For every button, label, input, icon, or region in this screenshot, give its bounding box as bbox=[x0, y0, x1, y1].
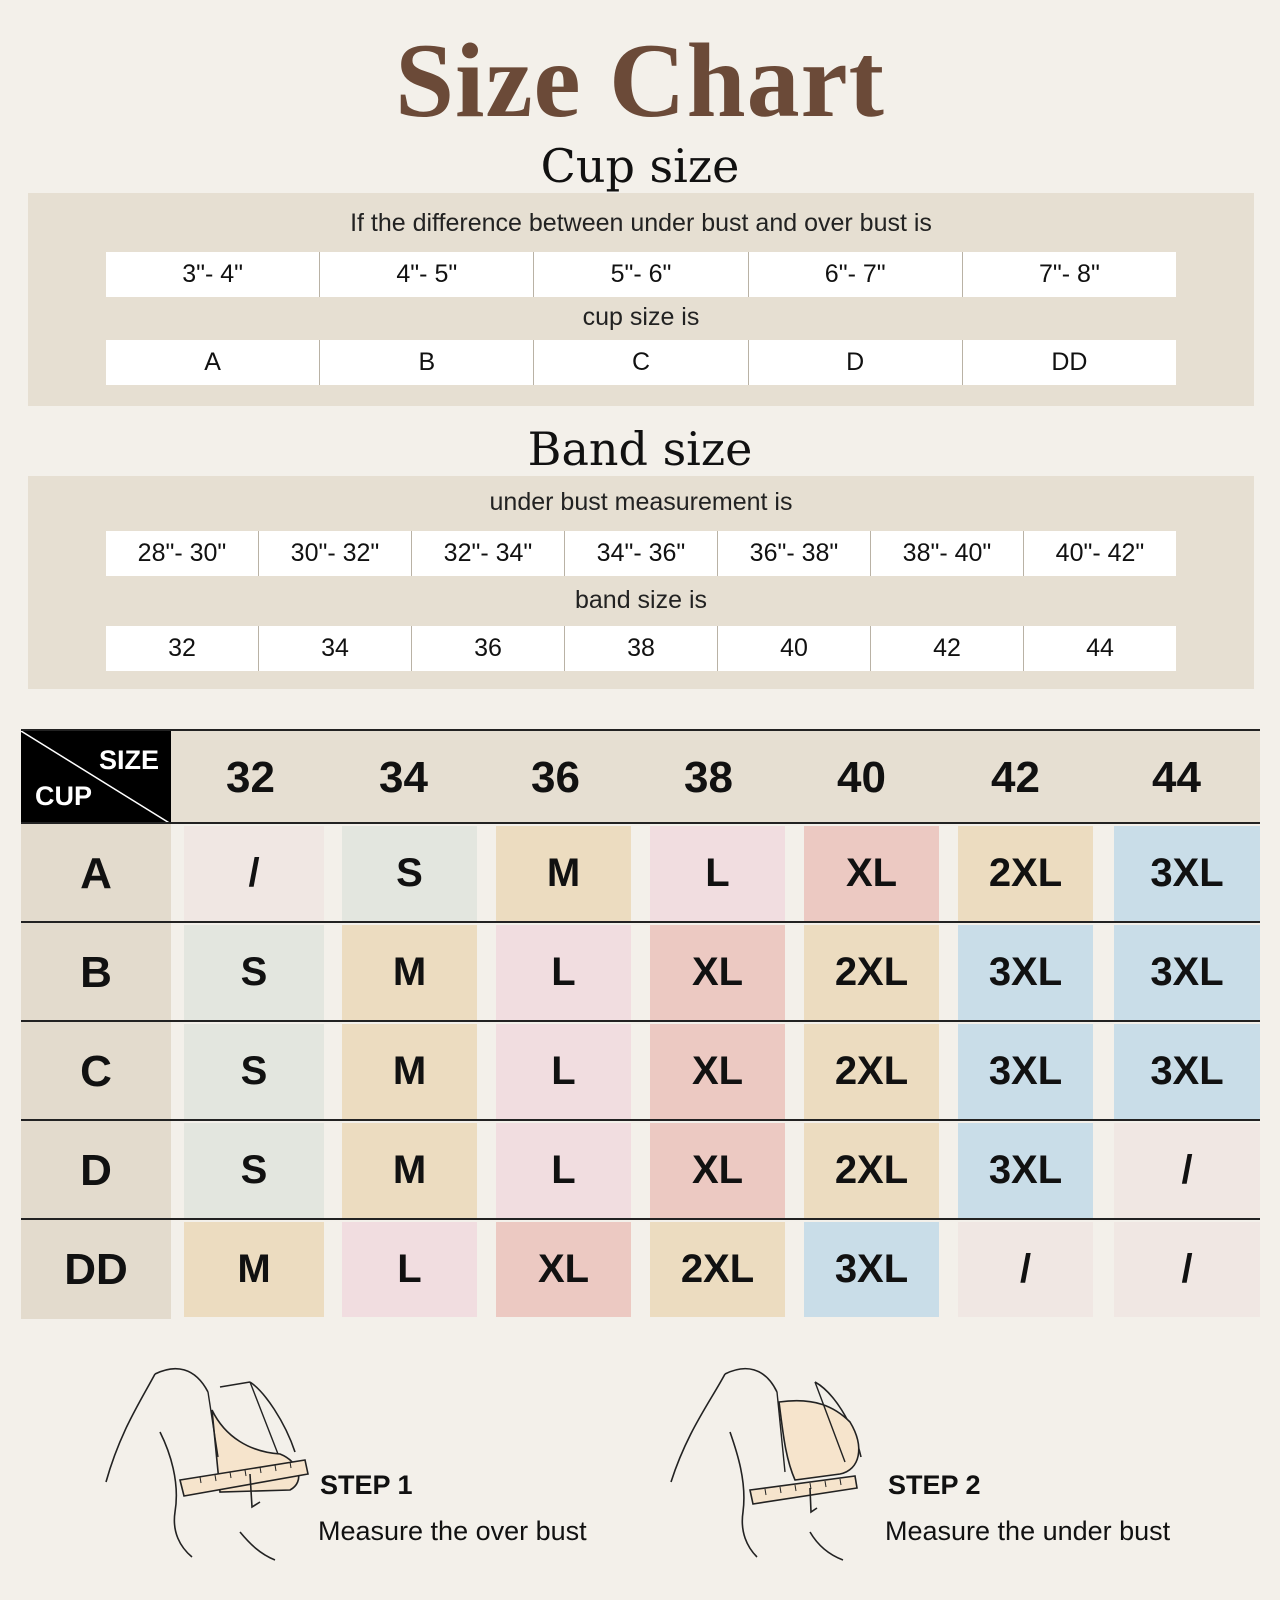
size-cell: XL bbox=[496, 1222, 631, 1317]
cup-cell: DD bbox=[962, 340, 1176, 385]
size-cell: L bbox=[496, 925, 631, 1020]
step1-description: Measure the over bust bbox=[318, 1516, 587, 1546]
band-header: 42 bbox=[991, 752, 1040, 802]
band-measurement-caption: under bust measurement is bbox=[489, 488, 793, 516]
cup-row-label: B bbox=[21, 923, 171, 1022]
measurement-cell: 34"- 36" bbox=[564, 531, 717, 576]
size-cell: 3XL bbox=[958, 925, 1093, 1020]
size-cell: XL bbox=[650, 1024, 785, 1119]
size-row bbox=[21, 1121, 1260, 1220]
size-cell: XL bbox=[650, 1123, 785, 1218]
corner-cup-label: CUP bbox=[35, 781, 93, 811]
band-header: 34 bbox=[379, 752, 428, 802]
size-cell: 3XL bbox=[804, 1222, 939, 1317]
size-cell: / bbox=[958, 1222, 1093, 1317]
cup-row-label: D bbox=[21, 1121, 171, 1220]
size-cell: L bbox=[342, 1222, 477, 1317]
step2-description: Measure the under bust bbox=[885, 1516, 1171, 1546]
size-cell: L bbox=[650, 826, 785, 921]
band-size-panel bbox=[28, 476, 1254, 689]
size-cell: 3XL bbox=[1114, 925, 1260, 1020]
band-cell: 34 bbox=[258, 626, 411, 671]
page-title: Size Chart bbox=[395, 22, 885, 139]
size-cell: 2XL bbox=[804, 925, 939, 1020]
cup-cell: A bbox=[204, 348, 221, 376]
measurement-strip bbox=[106, 531, 1176, 576]
cup-size-heading: Cup size bbox=[540, 139, 740, 193]
grid-corner bbox=[21, 731, 171, 824]
size-cell: M bbox=[184, 1222, 324, 1317]
measurement-cell: 36"- 38" bbox=[717, 531, 870, 576]
measurement-cell: 40"- 42" bbox=[1023, 531, 1176, 576]
difference-cell: 7"- 8" bbox=[962, 252, 1176, 297]
size-cell: M bbox=[342, 1123, 477, 1218]
size-cell: M bbox=[342, 925, 477, 1020]
size-cell: S bbox=[184, 1024, 324, 1119]
size-grid bbox=[21, 729, 1260, 1327]
band-header: 36 bbox=[531, 752, 580, 802]
step2-title: STEP 2 bbox=[888, 1470, 981, 1500]
size-cell: 2XL bbox=[804, 1024, 939, 1119]
band-header: 38 bbox=[684, 752, 733, 802]
size-cell: M bbox=[496, 826, 631, 921]
size-cell: S bbox=[184, 925, 324, 1020]
band-cell: 38 bbox=[564, 626, 717, 671]
size-cell: / bbox=[1114, 1123, 1260, 1218]
size-cell: 2XL bbox=[958, 826, 1093, 921]
size-cell: XL bbox=[804, 826, 939, 921]
size-cell: 3XL bbox=[958, 1123, 1093, 1218]
cup-row-label: A bbox=[21, 824, 171, 923]
measurement-cell: 28"- 30" bbox=[137, 539, 227, 567]
step1-illustration bbox=[100, 1362, 320, 1562]
band-header: 40 bbox=[837, 752, 886, 802]
difference-cell: 3"- 4" bbox=[182, 260, 244, 288]
size-cell: S bbox=[342, 826, 477, 921]
band-cell: 36 bbox=[411, 626, 564, 671]
cup-result-caption: cup size is bbox=[582, 303, 700, 331]
difference-cell: 6"- 7" bbox=[748, 252, 962, 297]
measurement-cell: 38"- 40" bbox=[870, 531, 1023, 576]
band-header: 44 bbox=[1152, 752, 1201, 802]
size-row bbox=[21, 923, 1260, 1022]
cup-size-panel bbox=[28, 193, 1254, 406]
step2-illustration bbox=[665, 1362, 885, 1562]
cup-strip bbox=[106, 340, 1176, 385]
cup-cell: D bbox=[748, 340, 962, 385]
measurement-cell: 32"- 34" bbox=[411, 531, 564, 576]
size-cell: / bbox=[1114, 1222, 1260, 1317]
cup-row-label: C bbox=[21, 1022, 171, 1121]
cup-row-label: DD bbox=[21, 1220, 171, 1319]
band-cell: 40 bbox=[717, 626, 870, 671]
difference-cell: 4"- 5" bbox=[319, 252, 533, 297]
step1-title: STEP 1 bbox=[320, 1470, 413, 1500]
size-cell: L bbox=[496, 1024, 631, 1119]
difference-strip bbox=[106, 252, 1176, 297]
band-header: 32 bbox=[226, 752, 275, 802]
size-cell: M bbox=[342, 1024, 477, 1119]
size-cell: S bbox=[184, 1123, 324, 1218]
size-cell: / bbox=[184, 826, 324, 921]
measurement-cell: 30"- 32" bbox=[258, 531, 411, 576]
band-size-heading: Band size bbox=[527, 422, 753, 476]
size-cell: 3XL bbox=[958, 1024, 1093, 1119]
size-cell: 3XL bbox=[1114, 826, 1260, 921]
cup-cell: B bbox=[319, 340, 533, 385]
size-cell: XL bbox=[650, 925, 785, 1020]
size-row bbox=[21, 824, 1260, 923]
size-row bbox=[21, 1220, 1260, 1319]
size-row bbox=[21, 1022, 1260, 1121]
band-cell: 42 bbox=[870, 626, 1023, 671]
band-result-caption: band size is bbox=[574, 586, 708, 614]
band-strip bbox=[106, 626, 1176, 671]
size-cell: 2XL bbox=[804, 1123, 939, 1218]
size-cell: 2XL bbox=[650, 1222, 785, 1317]
cup-difference-caption: If the difference between under bust and over bust is bbox=[350, 209, 932, 237]
corner-size-label: SIZE bbox=[98, 745, 159, 775]
grid-header bbox=[21, 729, 1260, 824]
difference-cell: 5"- 6" bbox=[533, 252, 747, 297]
cup-cell: C bbox=[533, 340, 747, 385]
band-cell: 32 bbox=[168, 634, 196, 662]
size-cell: 3XL bbox=[1114, 1024, 1260, 1119]
size-cell: L bbox=[496, 1123, 631, 1218]
band-cell: 44 bbox=[1023, 626, 1176, 671]
